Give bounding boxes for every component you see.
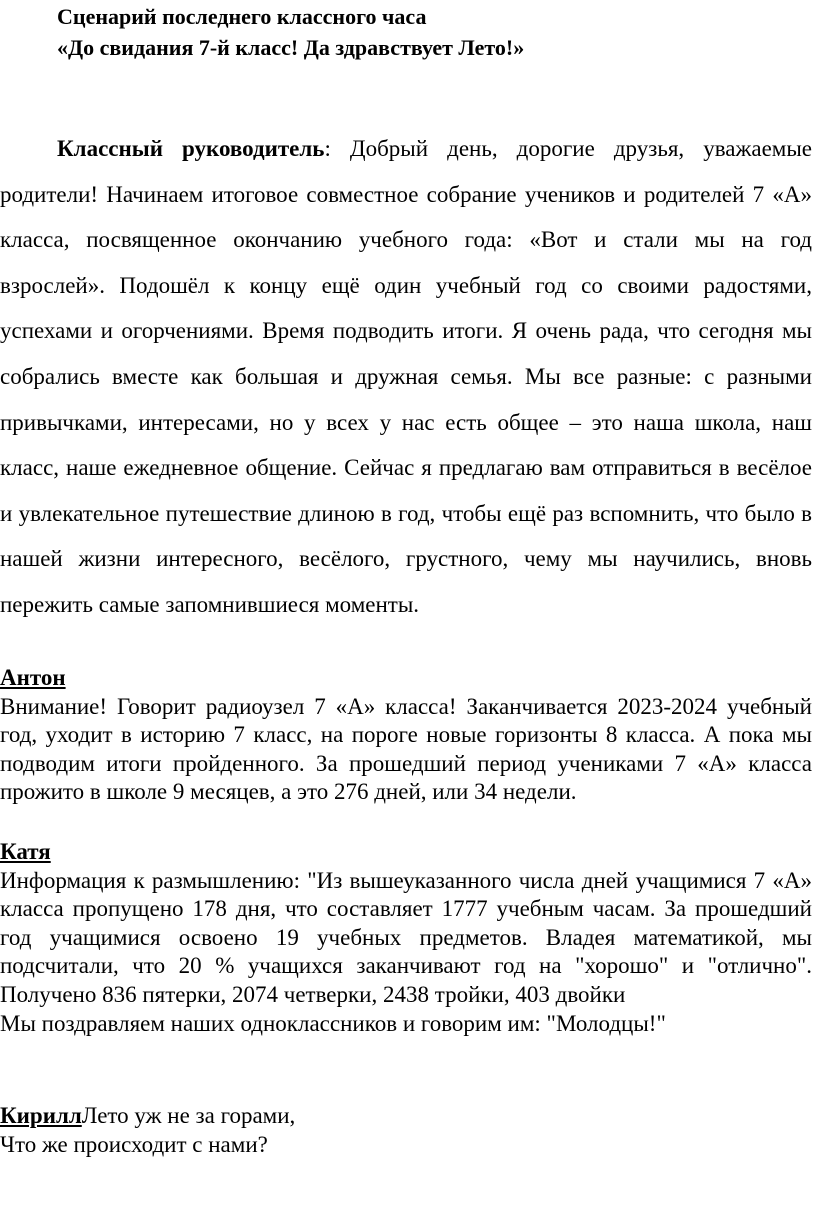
katya-text-2: Мы поздравляем наших одноклассников и говорим им: "Молодцы!" [0,1010,666,1036]
anton-section [0,664,812,807]
kirill-verse-2: Что же происходит с нами? [0,1131,268,1157]
speaker-katya: Катя [0,839,51,864]
kirill-verse-1: Лето уж не за горами, [81,1103,296,1128]
intro-paragraph [0,126,812,628]
anton-text: Внимание! Говорит радиоузел 7 «А» класса! Заканчивается 2023-2024 учебный год, уходит в историю 7 класс, на пороге новые горизонты 8 класса. А пока мы подводим итоги пройденного. За прошедший период учениками 7 «А» класса прожито в школе 9 месяцев, а это 276 дней, или 34 недели. [0,693,812,805]
document-subtitle: «До свидания 7-й класс! Да здравствует Лето!» [57,35,525,60]
katya-text: Информация к размышлению: "Из вышеуказанного числа дней учащимися 7 «А» класса пропущено 178 дня, что составляет 1777 учебным часам. За прошедший год учащимися освоено 19 учебных предметов. Владея математикой, мы подсчитали, что 20 % учащихся заканчивают год на "хорошо" и "отлично". Получено 836 пятерки, 2074 четверки, 2438 тройки, 403 двойки [0,867,812,1007]
speaker-kirill: Кирилл [0,1103,82,1128]
document-title: Сценарий последнего классного часа [57,4,427,29]
kirill-section [0,1102,812,1159]
speaker-separator: : [324,136,331,161]
katya-section [0,838,812,1038]
intro-text: Добрый день, дорогие друзья, уважаемые родители! Начинаем итоговое совместное собрание учеников и родителей 7 «А» класса, посвященное окончанию учебного года: «Вот и стали мы на год взрослей». Подошёл к концу ещё один учебный год со своими радостями, успехами и огорчениями. Время подводить итоги. Я очень рада, что сегодня мы собрались вместе как большая и дружная семья. Мы все разные: с разными привычками, интересами, но у всех у нас есть общее – это наша школа, наш класс, наше ежедневное общение. Сейчас я предлагаю вам отправиться в весёлое и увлекательное путешествие длиною в год, чтобы ещё раз вспомнить, что было в нашей жизни интересного, весёлого, грустного, чему мы научились, вновь пережить самые запомнившиеся моменты. [0,136,812,617]
kirill-line-1 [0,1102,812,1131]
speaker-anton: Антон [0,665,66,690]
speaker-teacher: Классный руководитель [57,136,325,161]
